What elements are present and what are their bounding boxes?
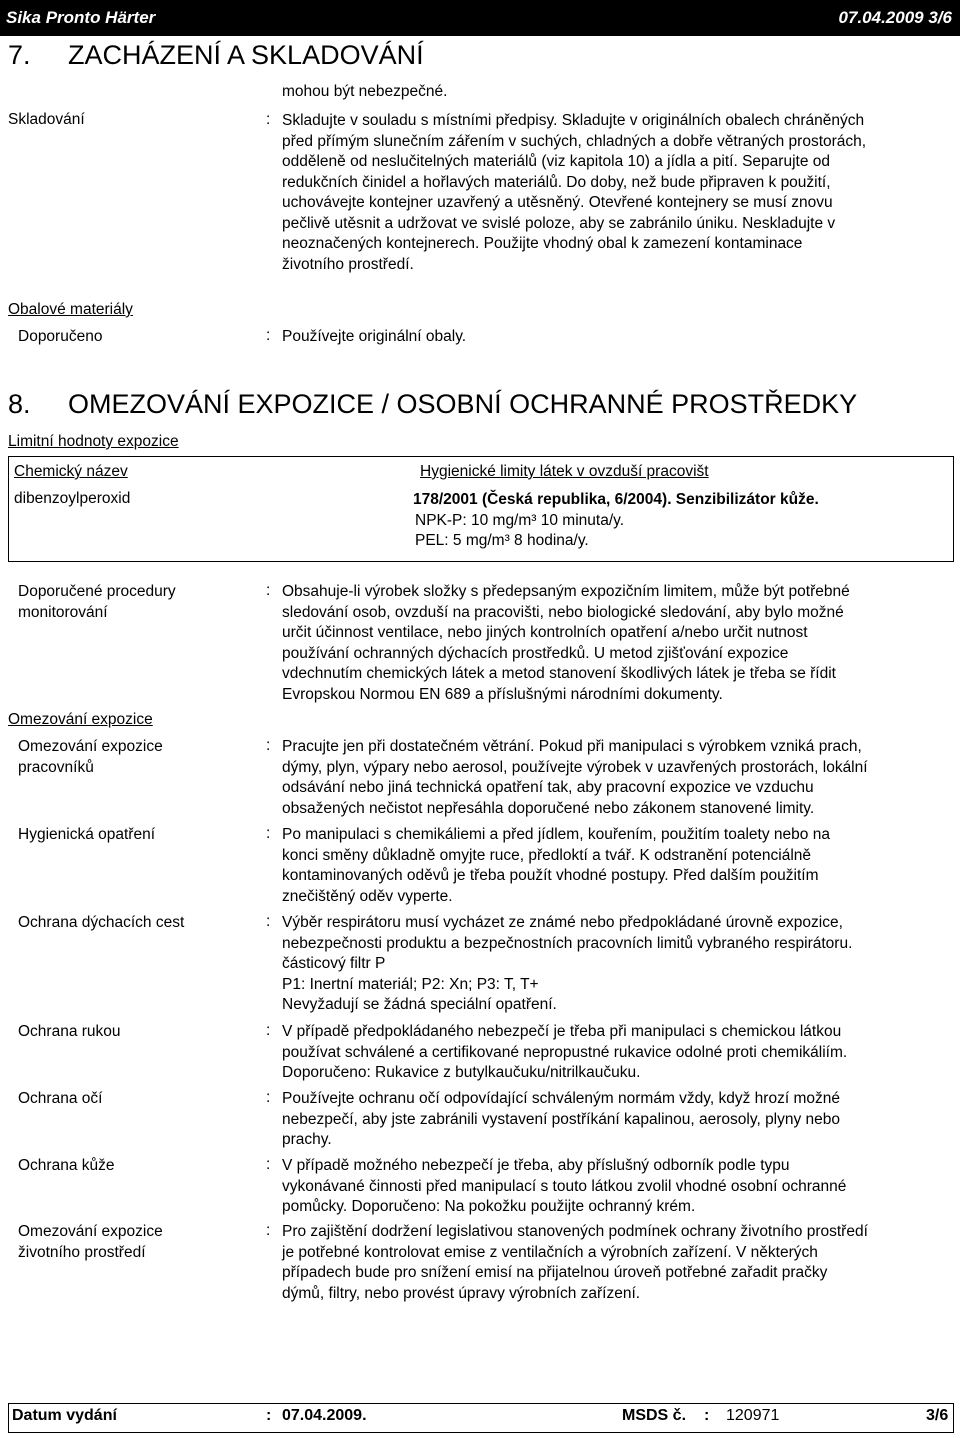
text-line: Používejte ochranu očí odpovídající schváleným normám vždy, když hrozí možné <box>282 1090 840 1107</box>
label-line: Omezování expozice <box>18 738 163 755</box>
msds-number: 120971 <box>726 1407 780 1424</box>
text-line: obsažených nečistot nepřesáhla doporučené nebo zákonem stanovené limity. <box>282 799 815 817</box>
worker-exposure-colon: : <box>266 737 271 754</box>
section-8-number: 8. <box>8 389 31 419</box>
carry-over-line: mohou být nebezpečné. <box>282 83 448 100</box>
page-number: 3/6 <box>926 1407 949 1424</box>
storage-line: redukčních činidel a hořlavých materiálů. Do doby, než bude připraven k použití, <box>282 173 831 191</box>
section-7-title: ZACHÁZENÍ A SKLADOVÁNÍ <box>68 40 424 70</box>
hygiene-label: Hygienická opatření <box>18 826 155 843</box>
packaging-label: Doporučeno <box>18 328 103 345</box>
text-line: Nevyžadují se žádná speciální opatření. <box>282 996 557 1013</box>
section-7-heading <box>8 40 424 71</box>
header-date-page: 07.04.2009 3/6 <box>838 8 952 27</box>
text-line: je potřebné kontrolovat emise z ventilačních a výrobních zařízení. V některých <box>282 1243 818 1261</box>
storage-text <box>282 111 952 275</box>
packaging-colon: : <box>266 327 271 344</box>
storage-line: Skladujte v souladu s místními předpisy. Skladujte v originálních obalech chráněných <box>282 112 865 129</box>
storage-line: uchovávejte kontejner uzavřený a utěsněný. Otevřené kontejnery se musí znovu <box>282 194 833 211</box>
text-line: pomůcky. Doporučeno: Na pokožku použijte ochranný krém. <box>282 1198 696 1215</box>
msds-label: MSDS č. <box>622 1407 687 1424</box>
packaging-heading: Obalové materiály <box>8 301 133 318</box>
monitoring-colon: : <box>266 582 271 599</box>
text-line: Evropskou Normou EN 689 a příslušnými národními dokumenty. <box>282 685 723 703</box>
worker-exposure-label <box>18 737 163 778</box>
table-header-chemical: Chemický název <box>14 463 128 480</box>
table-chemical-name: dibenzoylperoxid <box>14 490 131 507</box>
text-line: Doporučeno: Rukavice z butylkaučuku/nitrilkaučuku. <box>282 1064 641 1081</box>
text-line: dýmů, filtry, nebo provést úpravy výrobních zařízení. <box>282 1284 641 1302</box>
monitoring-text <box>282 582 952 705</box>
text-line: nebezpečnosti produktu a bezpečnostních pracovních limitů vybraného respirátoru. <box>282 934 853 952</box>
text-line: používání ochranných dýchacích prostředků. U metod zjišťování expozice <box>282 644 789 662</box>
hand-protection-text <box>282 1022 952 1084</box>
section-8-title: OMEZOVÁNÍ EXPOZICE / OSOBNÍ OCHRANNÉ PROSTŘEDKY <box>68 389 858 419</box>
section-7-number: 7. <box>8 40 31 70</box>
skin-protection-colon: : <box>266 1156 271 1173</box>
text-line: sledování osob, ovzduší na pracovišti, nebo biologické sledování, aby bylo možné <box>282 603 844 621</box>
storage-colon: : <box>266 111 271 128</box>
packaging-value: Používejte originální obaly. <box>282 328 467 345</box>
storage-line: před přímým slunečním zářením v suchých, chladných a dobře větraných prostorách, <box>282 132 867 150</box>
worker-exposure-text <box>282 737 952 819</box>
hygiene-colon: : <box>266 825 271 842</box>
exposure-control-heading: Omezování expozice <box>8 711 153 728</box>
environment-exposure-colon: : <box>266 1222 271 1239</box>
label-line: Doporučené procedury <box>18 583 176 600</box>
label-line: Omezování expozice <box>18 1223 163 1240</box>
eye-protection-label: Ochrana očí <box>18 1090 103 1107</box>
text-line: vykonávané činnosti před manipulací s touto látkou zvolil vhodné osobní ochranné <box>282 1177 847 1195</box>
storage-line: životního prostředí. <box>282 255 414 273</box>
text-line: kontaminovaných oděvů je třeba použít vhodné postupy. Před dalším použitím <box>282 867 819 884</box>
text-line: Obsahuje-li výrobek složky s předepsaným expozičním limitem, může být potřebné <box>282 583 850 600</box>
eye-protection-colon: : <box>266 1089 271 1106</box>
text-line: odsávání nebo jiná technická opatření tak, aby pracovní expozice ve vzduchu <box>282 779 814 796</box>
text-line: P1: Inertní materiál; P2: Xn; P3: T, T+ <box>282 975 539 993</box>
environment-exposure-text <box>282 1222 952 1304</box>
label-line: monitorování <box>18 603 108 621</box>
table-header-limits: Hygienické limity látek v ovzduší pracovišt <box>420 463 709 480</box>
text-line: V případě možného nebezpečí je třeba, aby příslušný odborník podle typu <box>282 1157 790 1174</box>
table-limit-values <box>413 490 819 552</box>
footer-box <box>8 1403 954 1433</box>
text-line: případech bude pro snížení emisí na přijatelnou úroveň potřebné zařadit pračky <box>282 1264 828 1281</box>
limit-line: NPK-P: 10 mg/m³ 10 minuta/y. <box>415 511 625 529</box>
storage-label: Skladování <box>8 111 85 128</box>
respiratory-text <box>282 913 952 1016</box>
respiratory-label: Ochrana dýchacích cest <box>18 914 185 931</box>
environment-exposure-label <box>18 1222 163 1263</box>
text-line: Výběr respirátoru musí vycházet ze známé nebo předpokládané úrovně expozice, <box>282 914 843 931</box>
text-line: prachy. <box>282 1131 332 1148</box>
respiratory-colon: : <box>266 913 271 930</box>
text-line: konci směny důkladně omyjte ruce, předloktí a tvář. K odstranění potenciálně <box>282 846 812 864</box>
skin-protection-text <box>282 1156 952 1218</box>
section-8-heading <box>8 389 857 420</box>
text-line: částicový filtr P <box>282 955 386 972</box>
monitoring-label <box>18 582 176 623</box>
issue-date-label: Datum vydání <box>12 1407 117 1424</box>
text-line: znečištěný oděv vyperte. <box>282 887 453 905</box>
text-line: Pro zajištění dodržení legislativou stanovených podmínek ochrany životního prostředí <box>282 1223 868 1240</box>
hand-protection-label: Ochrana rukou <box>18 1023 121 1040</box>
storage-line: neoznačených kontejnerech. Použijte vhodný obal k zamezení kontaminace <box>282 235 803 252</box>
hygiene-text <box>282 825 952 907</box>
msds-colon: : <box>704 1407 710 1424</box>
text-line: nebezpečí, aby jste zabránili vystavení postříkání kapalinou, aerosoly, plyny nebo <box>282 1110 841 1128</box>
text-line: Pracujte jen při dostatečném větrání. Pokud při manipulaci s výrobkem vzniká prach, <box>282 738 862 755</box>
text-line: V případě předpokládaného nebezpečí je třeba při manipulaci s chemickou látkou <box>282 1023 842 1040</box>
text-line: Po manipulaci s chemikáliemi a před jídlem, kouřením, použitím toalety nebo na <box>282 826 830 843</box>
label-line: životního prostředí <box>18 1243 146 1261</box>
eye-protection-text <box>282 1089 952 1151</box>
storage-line: odděleně od neslučitelných materiálů (viz kapitola 10) a jídla a pití. Separujte od <box>282 153 830 170</box>
text-line: dýmy, plyn, výpary nebo aerosol, používejte výrobek v uzavřených prostorách, lokální <box>282 758 868 776</box>
product-name: Sika Pronto Härter <box>6 8 156 27</box>
limit-line: PEL: 5 mg/m³ 8 hodina/y. <box>415 532 589 549</box>
header-bar <box>0 0 960 36</box>
hand-protection-colon: : <box>266 1022 271 1039</box>
issue-date-colon: : <box>266 1407 272 1424</box>
limit-line: 178/2001 (Česká republika, 6/2004). Senzibilizátor kůže. <box>413 491 819 508</box>
label-line: pracovníků <box>18 758 94 776</box>
issue-date-value: 07.04.2009. <box>282 1407 367 1424</box>
storage-line: pečlivě utěsnit a udržovat ve svislé poloze, aby se zabránilo úniku. Neskladujte v <box>282 214 836 232</box>
skin-protection-label: Ochrana kůže <box>18 1157 115 1174</box>
limits-heading: Limitní hodnoty expozice <box>8 433 179 450</box>
text-line: vdechnutím chemických látek a metod stanovení škodlivých látek je třeba se řídit <box>282 665 836 682</box>
text-line: určit účinnost ventilace, nebo jiných kontrolních opatření a/nebo určit nutnost <box>282 624 808 641</box>
text-line: používat schválené a certifikované nepropustné rukavice odolné proti chemikáliím. <box>282 1043 848 1061</box>
